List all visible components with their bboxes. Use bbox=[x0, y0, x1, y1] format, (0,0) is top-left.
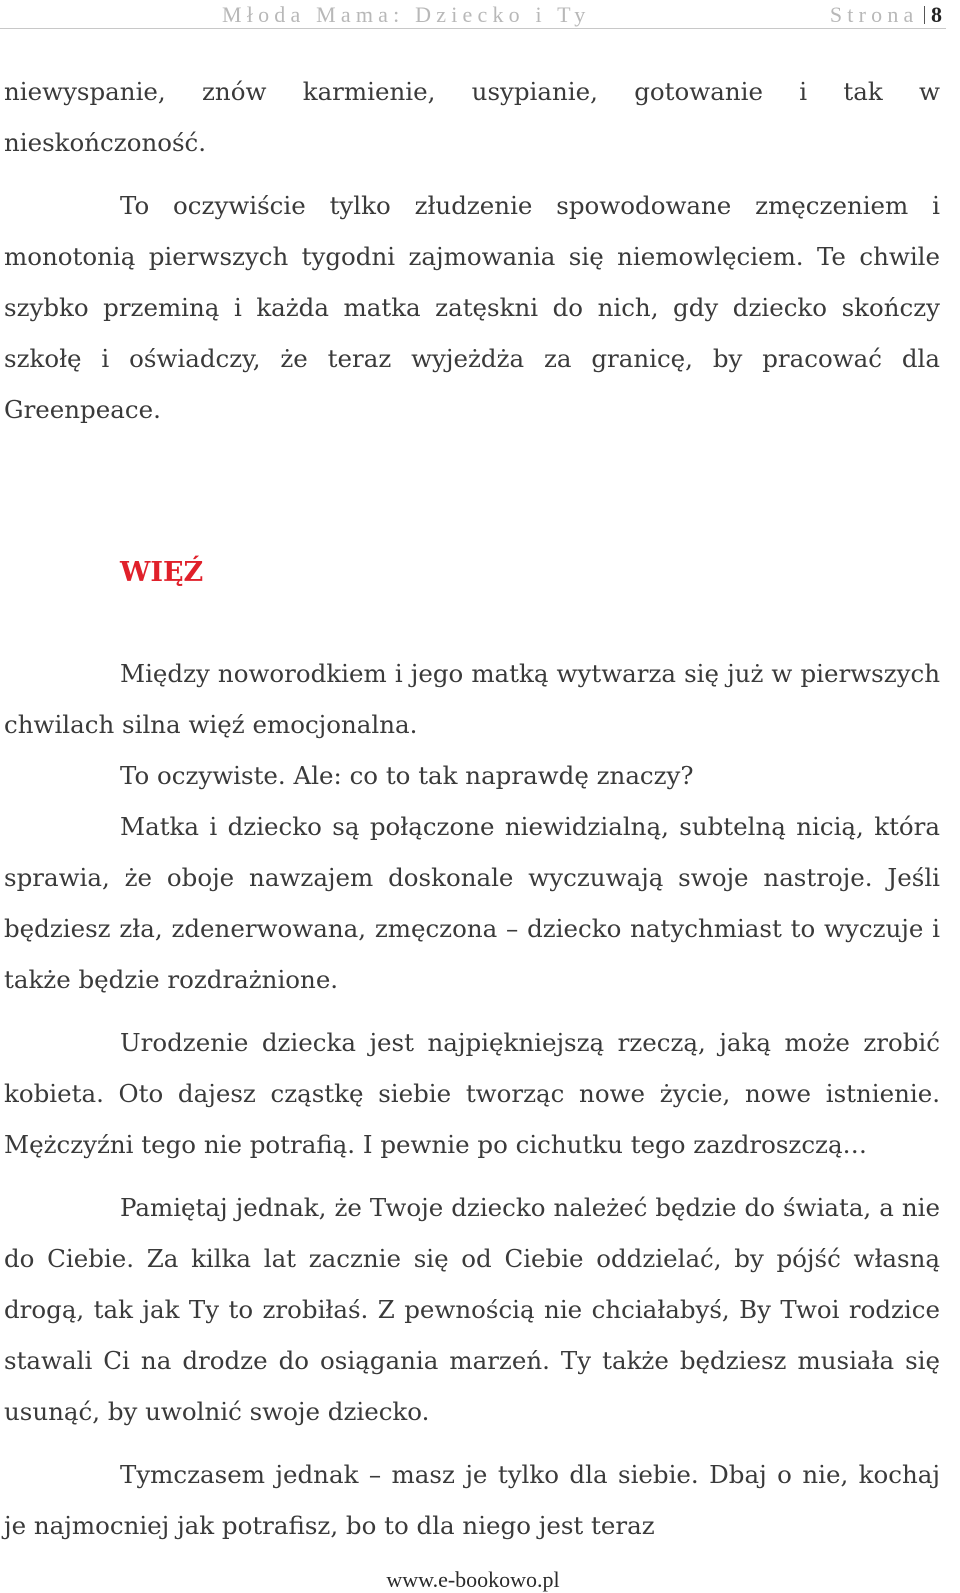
page-header bbox=[0, 0, 946, 29]
paragraph: Pamiętaj jednak, że Twoje dziecko należeć będzie do świata, a nie do Ciebie. Za kilka lat zacznie się od Ciebie oddzielać, by pójść własną drogą, tak jak Ty to zrobiłaś. Z pewnością nie chciałabyś, By Twoi rodzice stawali Ci na drodze do osiągania marzeń. Ty także będziesz musiała się usunąć, by uwolnić swoje dziecko. bbox=[4, 1193, 940, 1426]
section-heading: WIĘŹ bbox=[120, 557, 204, 588]
footer-url[interactable]: www.e-bookowo.pl bbox=[386, 1567, 560, 1592]
paragraph: Tymczasem jednak – masz je tylko dla siebie. Dbaj o nie, kochaj je najmocniej jak potrafisz, bo to dla niego jest teraz bbox=[4, 1460, 940, 1540]
page-indicator bbox=[830, 2, 942, 28]
paragraph: Matka i dziecko są połączone niewidzialną, subtelną nicią, która sprawia, że oboje nawzajem doskonale wyczuwają swoje nastroje. Jeśli będziesz zła, zdenerwowana, zmęczona – dziecko natychmiast to wyczuje i także będzie rozdrażnione. bbox=[4, 812, 940, 994]
paragraph-continuation: niewyspanie, znów karmienie, usypianie, gotowanie i tak w nieskończoność. bbox=[4, 77, 940, 157]
paragraph: Między noworodkiem i jego matką wytwarza się już w pierwszych chwilach silna więź emocjonalna. bbox=[4, 659, 940, 739]
paragraph: Urodzenie dziecka jest najpiękniejszą rzeczą, jaką może zrobić kobieta. Oto dajesz cząstkę siebie tworząc nowe życie, nowe istnienie. Mężczyźni tego nie potrafią. I pewnie po cichutku tego zazdroszczą… bbox=[4, 1028, 940, 1159]
page-number: 8 bbox=[931, 2, 942, 27]
paragraph: To oczywiste. Ale: co to tak naprawdę znaczy? bbox=[120, 761, 694, 790]
paragraph: To oczywiście tylko złudzenie spowodowane zmęczeniem i monotonią pierwszych tygodni zajmowania się niemowlęciem. Te chwile szybko przeminą i każda matka zatęskni do nich, gdy dziecko skończy szkołę i oświadczy, że teraz wyjeżdża za granicę, by pracować dla Greenpeace. bbox=[4, 191, 940, 424]
page-separator bbox=[924, 6, 925, 24]
book-title: Młoda Mama: Dziecko i Ty bbox=[222, 2, 591, 27]
page-body bbox=[4, 66, 940, 1551]
page-label: Strona bbox=[829, 2, 919, 27]
